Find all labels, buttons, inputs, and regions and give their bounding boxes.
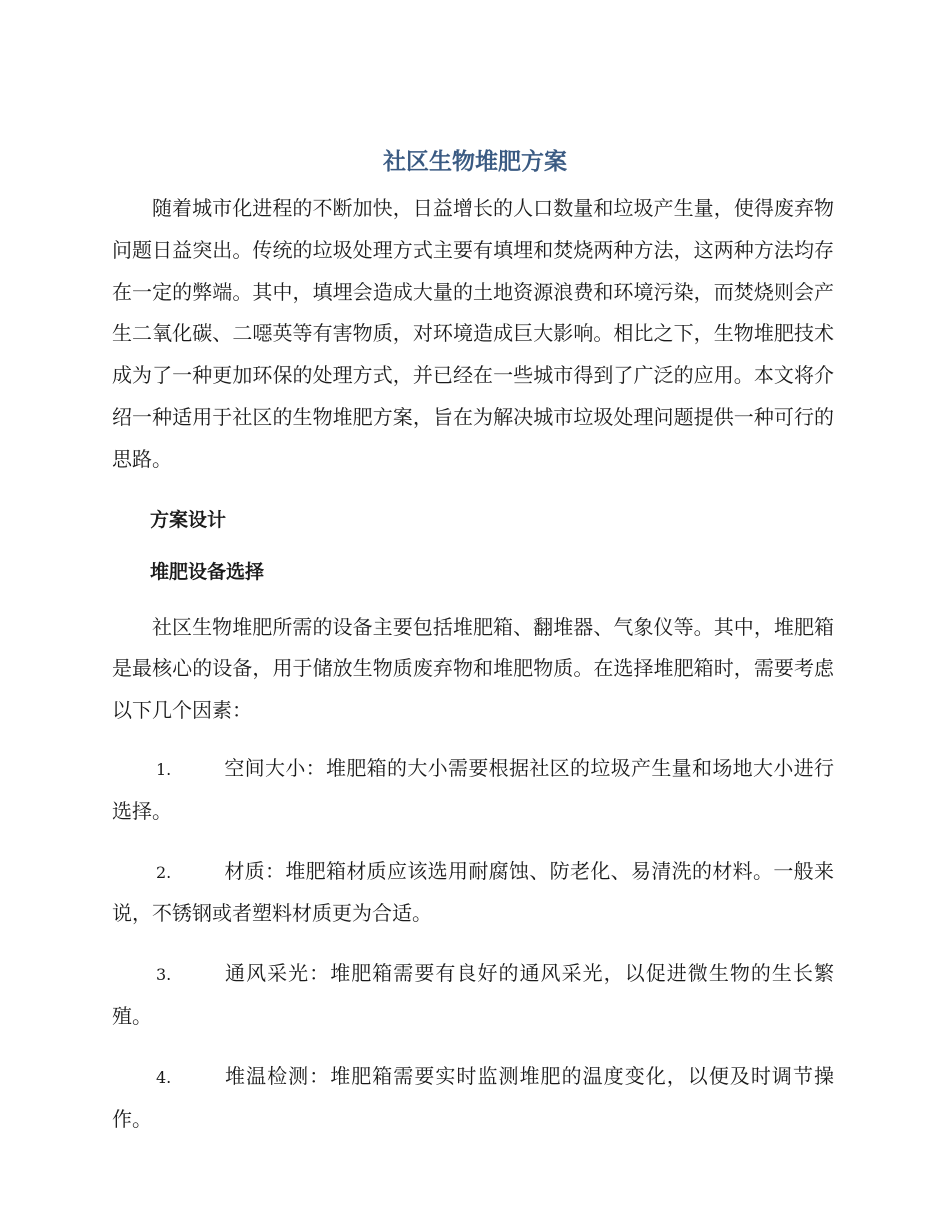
intro-paragraph: 随着城市化进程的不断加快，日益增长的人口数量和垃圾产生量，使得废弃物问题日益突出。传统的垃圾处理方式主要有填埋和焚烧两种方法，这两种方法均存在一定的弊端。其中，填埋会造成大量的土地资源浪费和环境污染，而焚烧则会产生二氧化碳、二噁英等有害物质，对环境造成巨大影响。相比之下，生物堆肥技术成为了一种更加环保的处理方式，并已经在一些城市得到了广泛的应用。本文将介绍一种适用于社区的生物堆肥方案，旨在为解决城市垃圾处理问题提供一种可行的思路。 [112, 196, 834, 471]
list-item-number: 1. [156, 759, 172, 779]
document-body [112, 188, 834, 1140]
list-item [112, 748, 834, 833]
equipment-paragraph: 社区生物堆肥所需的设备主要包括堆肥箱、翻堆器、气象仪等。其中，堆肥箱是最核心的设备，用于储放生物质废弃物和堆肥物质。在选择堆肥箱时，需要考虑以下几个因素： [112, 614, 834, 723]
document-title: 社区生物堆肥方案 [383, 149, 567, 175]
section-heading: 方案设计 [150, 508, 227, 531]
list-item-text: 空间大小：堆肥箱的大小需要根据社区的垃圾产生量和场地大小进行选择。 [112, 755, 834, 823]
factor-list [112, 748, 834, 1140]
list-item [112, 953, 834, 1038]
list-item [112, 851, 834, 936]
list-item-number: 3. [156, 965, 172, 985]
list-item-text: 通风采光：堆肥箱需要有良好的通风采光，以促进微生物的生长繁殖。 [112, 961, 834, 1028]
list-item-number: 2. [156, 862, 172, 882]
list-item-text: 材质：堆肥箱材质应该选用耐腐蚀、防老化、易清洗的材料。一般来说，不锈钢或者塑料材质更为合适。 [112, 858, 834, 926]
list-item [112, 1056, 834, 1141]
list-item-text: 堆温检测：堆肥箱需要实时监测堆肥的温度变化，以便及时调节操作。 [112, 1063, 834, 1131]
list-item-number: 4. [156, 1067, 172, 1087]
subsection-heading: 堆肥设备选择 [150, 560, 265, 583]
